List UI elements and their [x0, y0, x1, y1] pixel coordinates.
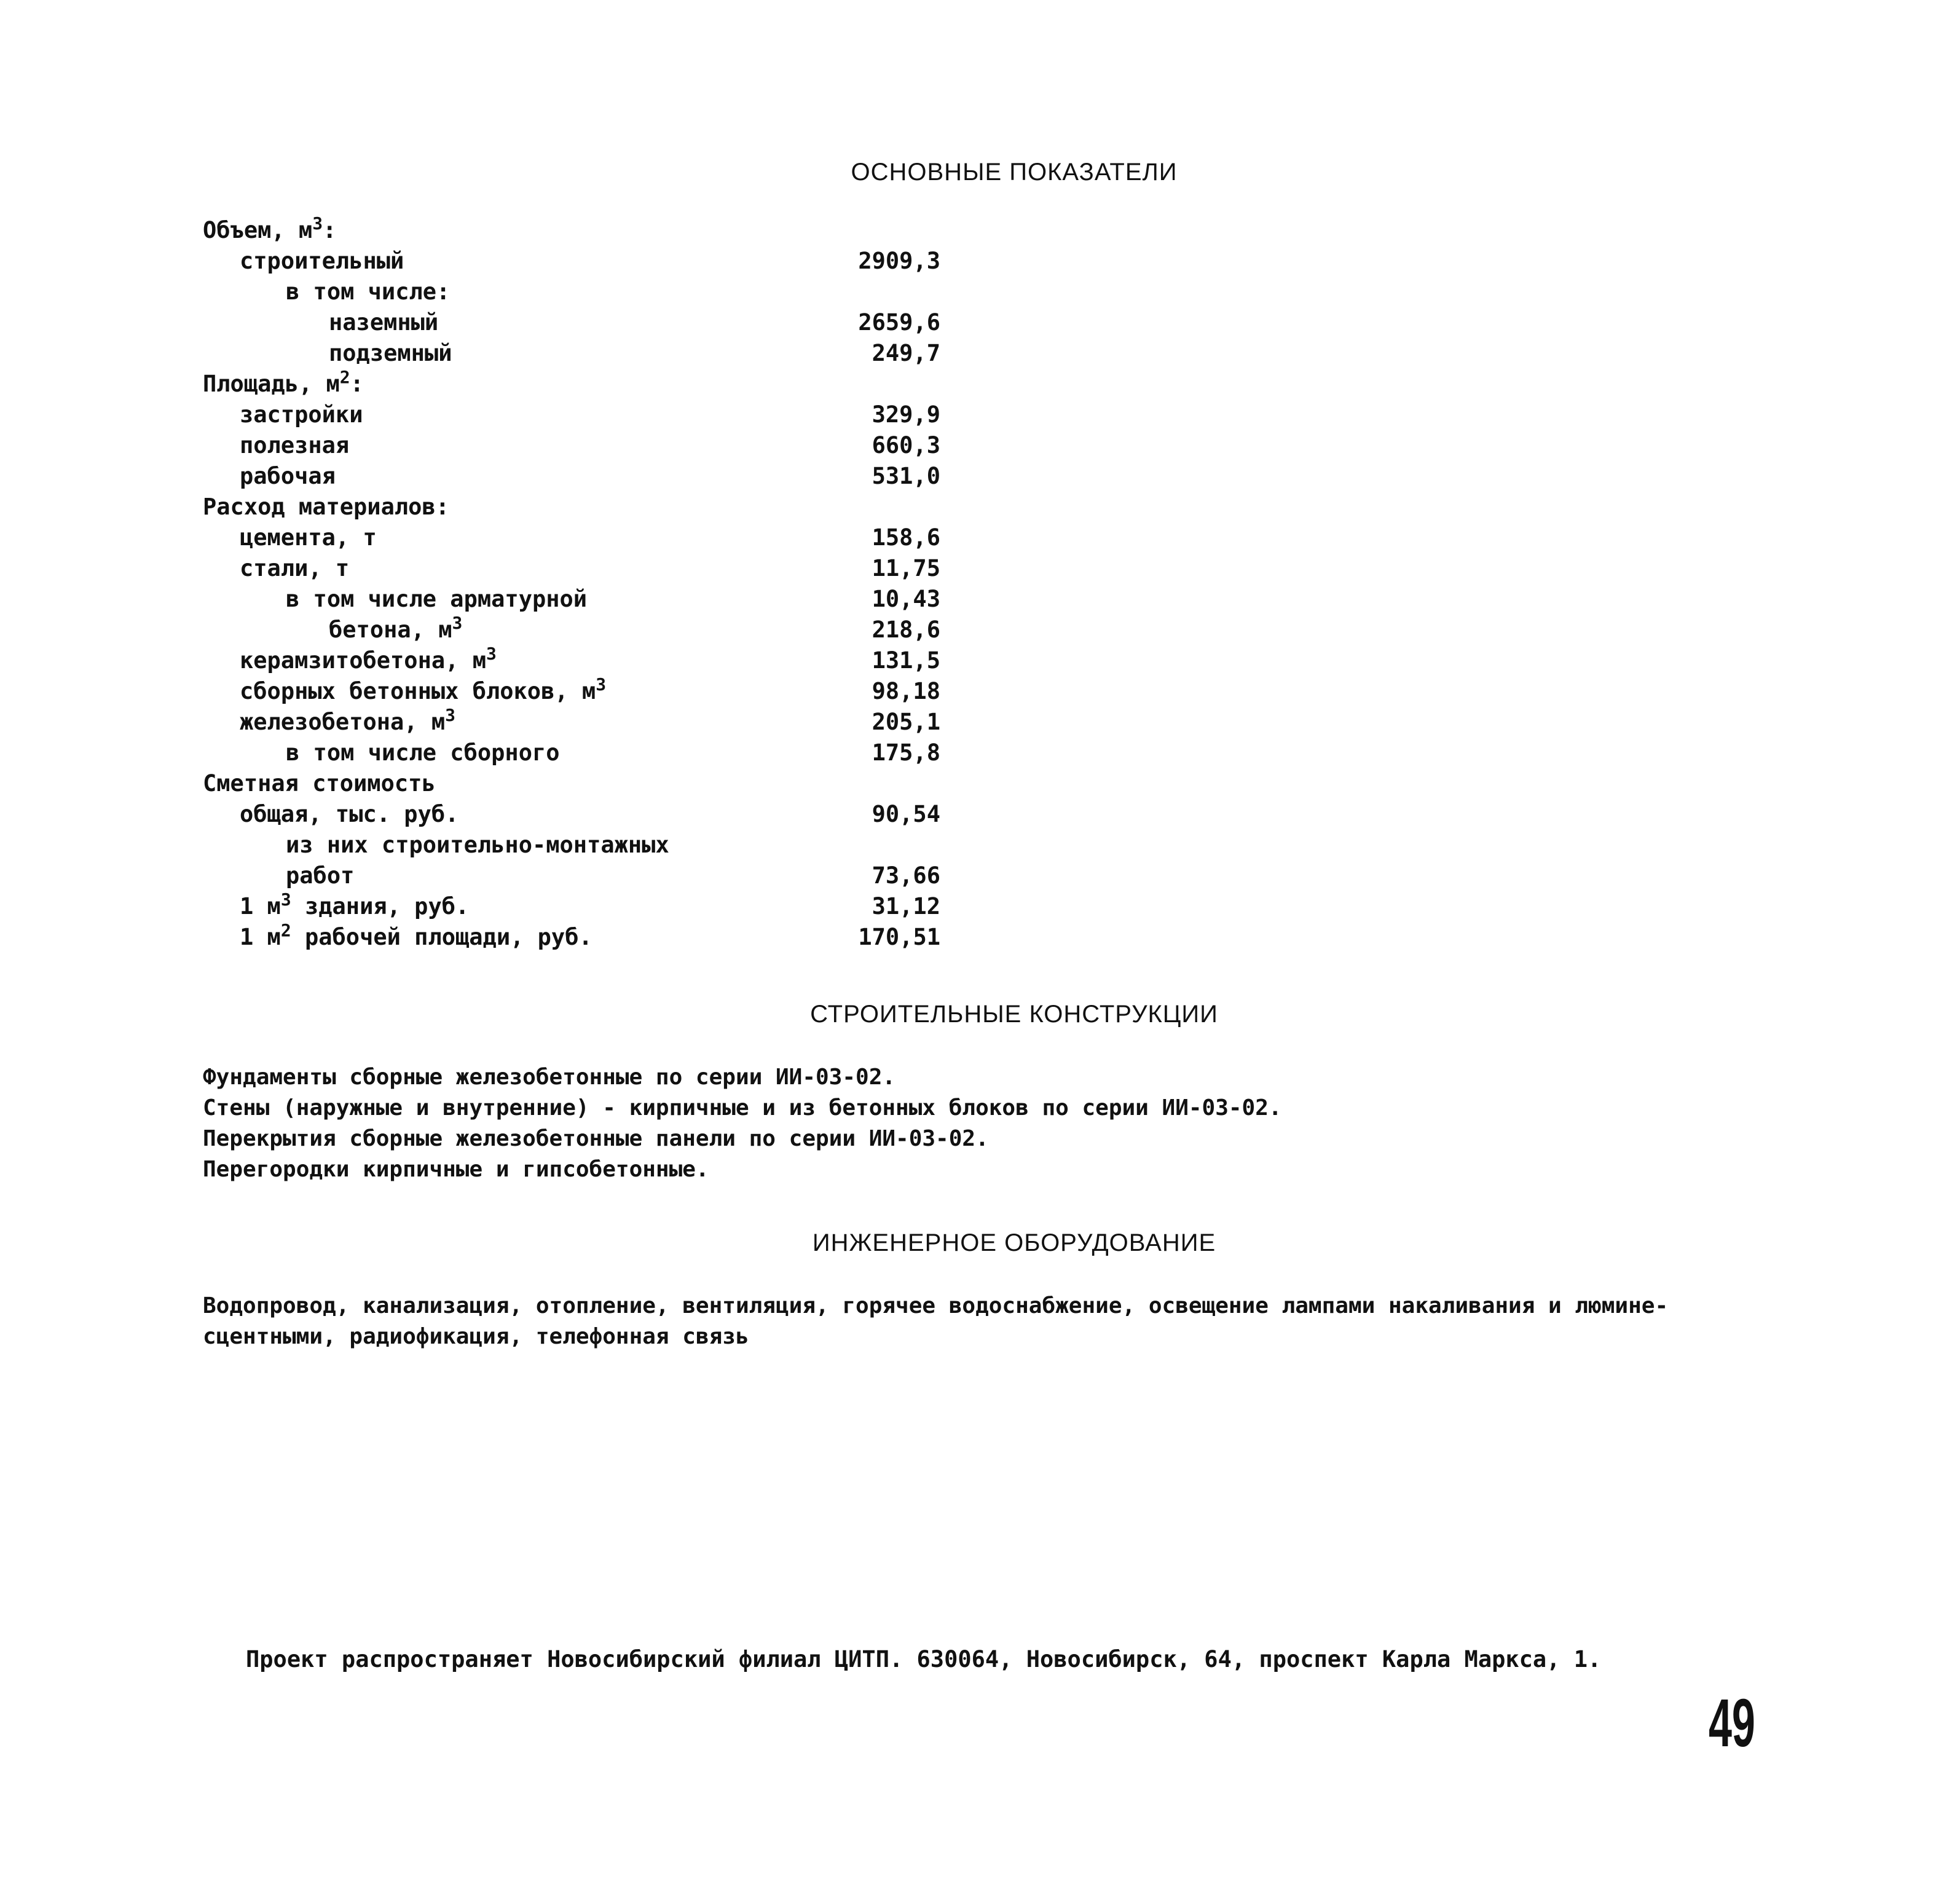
- indicator-row: [203, 522, 940, 553]
- unit-exponent: 3: [486, 644, 497, 664]
- constructions-list: [203, 1062, 1282, 1185]
- indicator-label: строительный: [240, 248, 404, 274]
- indicator-row: [203, 738, 940, 768]
- indicator-row: [203, 645, 940, 676]
- indicator-label: из них строительно-монтажных: [286, 832, 669, 858]
- indicator-value: 2909,3: [858, 248, 940, 274]
- indicator-row: [203, 799, 940, 830]
- indicator-value: 31,12: [872, 893, 940, 920]
- indicator-value: 2659,6: [858, 309, 940, 336]
- indicator-value: 329,9: [872, 401, 940, 428]
- indicator-label: Сметная стоимость: [203, 770, 436, 797]
- indicator-row: [203, 553, 940, 584]
- indicators-table: [203, 215, 940, 953]
- indicator-row: [203, 584, 940, 615]
- unit-exponent: 3: [445, 705, 455, 725]
- indicator-label: общая, тыс. руб.: [240, 801, 459, 827]
- indicator-label: железобетона, $м^3$: [240, 705, 455, 735]
- indicator-row: [203, 461, 940, 492]
- indicator-row: [203, 277, 940, 307]
- engineering-text: Водопровод, канализация, отопление, вентиляция, горячее водоснабжение, освещение лампами накаливания и люмине- сцентными, радиофикация, телефонная связь: [203, 1293, 1669, 1349]
- indicator-row: [203, 307, 940, 338]
- indicator-label: наземный: [329, 309, 439, 336]
- indicator-row: [203, 891, 940, 922]
- indicator-value: 249,7: [872, 340, 940, 366]
- indicator-row: [203, 400, 940, 430]
- indicator-row: [203, 861, 940, 891]
- indicator-row: [203, 830, 940, 861]
- indicator-row: [203, 246, 940, 277]
- indicator-value: 90,54: [872, 801, 940, 827]
- indicator-value: 205,1: [872, 709, 940, 735]
- indicator-value: 11,75: [872, 555, 940, 581]
- unit-exponent: 3: [452, 613, 463, 633]
- constructions-line: Перекрытия сборные железобетонные панели по серии ИИ-03-02.: [203, 1126, 989, 1151]
- indicator-value: 218,6: [872, 617, 940, 643]
- engineering-heading: ИНЖЕНЕРНОЕ ОБОРУДОВАНИЕ: [812, 1229, 1216, 1256]
- indicator-value: 175,8: [872, 739, 940, 766]
- constructions-heading: СТРОИТЕЛЬНЫЕ КОНСТРУКЦИИ: [810, 1001, 1218, 1028]
- indicator-label: 1 $м^3$ здания, руб.: [240, 889, 470, 920]
- indicator-row: [203, 492, 940, 522]
- indicator-label: керамзитобетона, $м^3$: [240, 644, 497, 674]
- indicator-row: [203, 615, 940, 645]
- page-number: 49: [1709, 1685, 1755, 1761]
- indicator-row: [203, 676, 940, 707]
- constructions-line: Перегородки кирпичные и гипсобетонные.: [203, 1157, 709, 1182]
- indicator-row: [203, 707, 940, 738]
- indicator-value: 660,3: [872, 432, 940, 459]
- indicator-label: стали, т: [240, 555, 350, 581]
- constructions-line: Фундаменты сборные железобетонные по серии ИИ-03-02.: [203, 1065, 896, 1090]
- indicator-row: [203, 369, 940, 400]
- indicator-value: 531,0: [872, 463, 940, 489]
- indicator-label: сборных бетонных блоков, $м^3$: [240, 674, 607, 704]
- indicator-label: в том числе арматурной: [286, 586, 588, 612]
- indicator-value: 158,6: [872, 524, 940, 551]
- indicator-row: [203, 338, 940, 369]
- indicator-row: [203, 922, 940, 953]
- indicator-label: Объем, $м^3$:: [203, 213, 337, 243]
- indicator-label: бетона, $м^3$: [329, 613, 463, 643]
- indicator-row: [203, 430, 940, 461]
- indicator-label: застройки: [240, 401, 363, 428]
- indicator-row: [203, 215, 940, 246]
- indicator-label: рабочая: [240, 463, 336, 489]
- indicator-value: 73,66: [872, 862, 940, 889]
- indicator-label: Расход материалов:: [203, 494, 449, 520]
- indicator-value: 10,43: [872, 586, 940, 612]
- indicator-label: в том числе сборного: [286, 739, 560, 766]
- indicator-label: в том числе:: [286, 278, 451, 305]
- unit-exponent: 2: [339, 367, 350, 387]
- unit-exponent: 2: [280, 920, 291, 940]
- indicator-label: полезная: [240, 432, 350, 459]
- distribution-footer: Проект распространяет Новосибирский филиал ЦИТП. 630064, Новосибирск, 64, проспект Карла Маркса, 1.: [246, 1646, 1602, 1672]
- indicator-label: работ: [286, 862, 355, 889]
- indicator-label: подземный: [329, 340, 452, 366]
- unit-exponent: 3: [280, 889, 291, 910]
- indicator-value: 170,51: [858, 924, 940, 950]
- indicator-row: [203, 768, 940, 799]
- indicator-label: цемента, т: [240, 524, 377, 551]
- unit-exponent: 3: [312, 213, 323, 234]
- indicator-value: 131,5: [872, 647, 940, 674]
- indicator-value: 98,18: [872, 678, 940, 704]
- constructions-line: Стены (наружные и внутренние) - кирпичные и из бетонных блоков по серии ИИ-03-02.: [203, 1095, 1282, 1121]
- unit-exponent: 3: [596, 674, 607, 695]
- indicator-label: Площадь, $м^2$:: [203, 367, 364, 397]
- main-indicators-heading: ОСНОВНЫЕ ПОКАЗАТЕЛИ: [851, 159, 1178, 186]
- indicator-label: 1 $м^2$ рабочей площади, руб.: [240, 920, 592, 950]
